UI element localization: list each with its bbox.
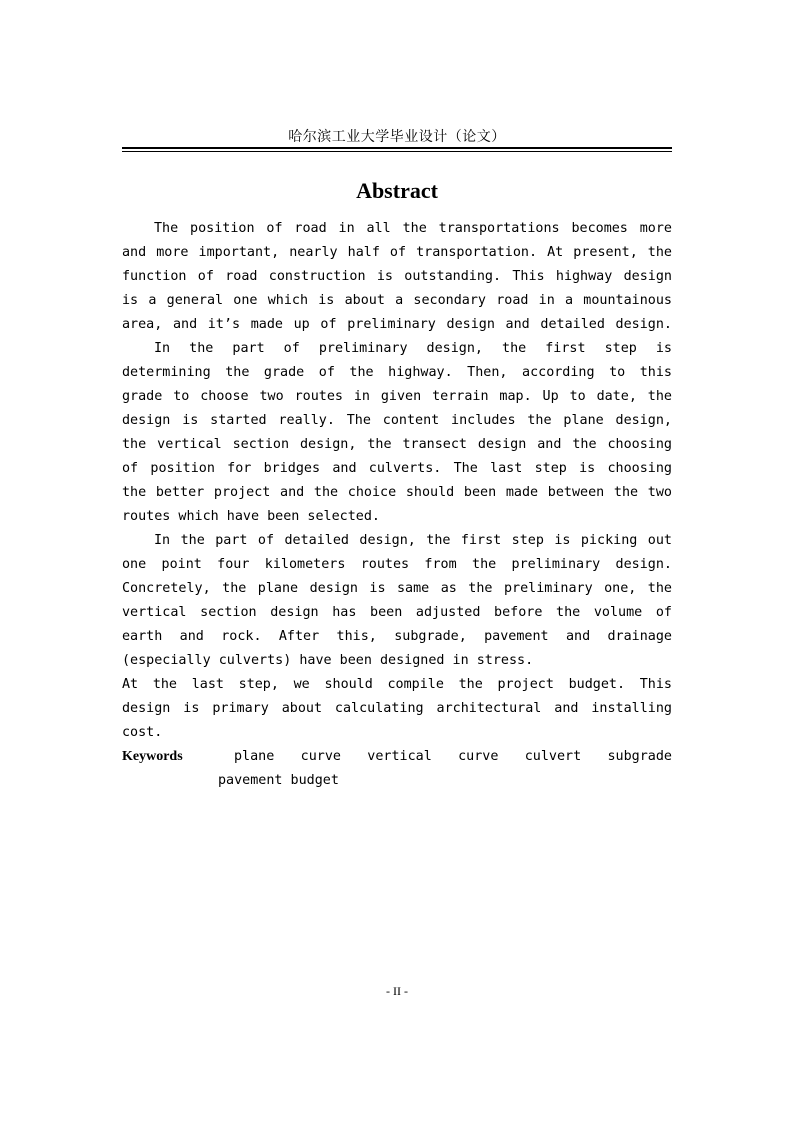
text-line: the better project and the choice should been made between the two [122,485,672,500]
text-line: Concretely, the plane design is same as the preliminary one, the [122,581,672,596]
text-line: is a general one which is about a secondary road in a mountainous [122,293,672,308]
abstract-body [122,217,672,793]
abstract-title: Abstract [356,178,438,203]
text-line: one point four kilometers routes from the preliminary design. [122,557,672,572]
text-line: and more important, nearly half of transportation. At present, the [122,245,672,260]
keywords-terms: plane curve vertical curve culvert subgrade [234,749,672,764]
text-line: vertical section design has been adjusted before the volume of [122,605,672,620]
text-line: area, and it’s made up of preliminary design and detailed design. [122,317,672,332]
text-line: the vertical section design, the transect design and the choosing [122,437,672,452]
text-line: In the part of preliminary design, the first step is [154,341,672,356]
text-line: design is started really. The content includes the plane design, [122,413,672,428]
text-line: routes which have been selected. [122,509,380,524]
paragraph-3 [122,529,672,673]
keywords-terms-continued: pavement budget [218,773,339,788]
paragraph-1 [122,217,672,337]
text-line: cost. [122,725,163,740]
text-line: of position for bridges and culverts. The last step is choosing [122,461,672,476]
paragraph-4 [122,673,672,745]
text-line: The position of road in all the transportations becomes more [154,221,672,236]
paragraph-2 [122,337,672,529]
keywords-label: Keywords [122,749,183,764]
page-number: - II - [386,984,408,998]
text-line: At the last step, we should compile the project budget. This [122,677,672,692]
header-rule-thin [122,151,672,152]
text-line: grade to choose two routes in given terrain map. Up to date, the [122,389,672,404]
text-line: In the part of detailed design, the first step is picking out [154,533,672,548]
text-line: design is primary about calculating architectural and installing [122,701,672,716]
text-line: earth and rock. After this, subgrade, pavement and drainage [122,629,672,644]
text-line: (especially culverts) have been designed in stress. [122,653,534,668]
header-rule-thick [122,147,672,149]
keywords-row [122,745,672,769]
running-header: 哈尔滨工业大学毕业设计（论文） [288,129,506,145]
text-line: determining the grade of the highway. Then, according to this [122,365,672,380]
text-line: function of road construction is outstanding. This highway design [122,269,672,284]
